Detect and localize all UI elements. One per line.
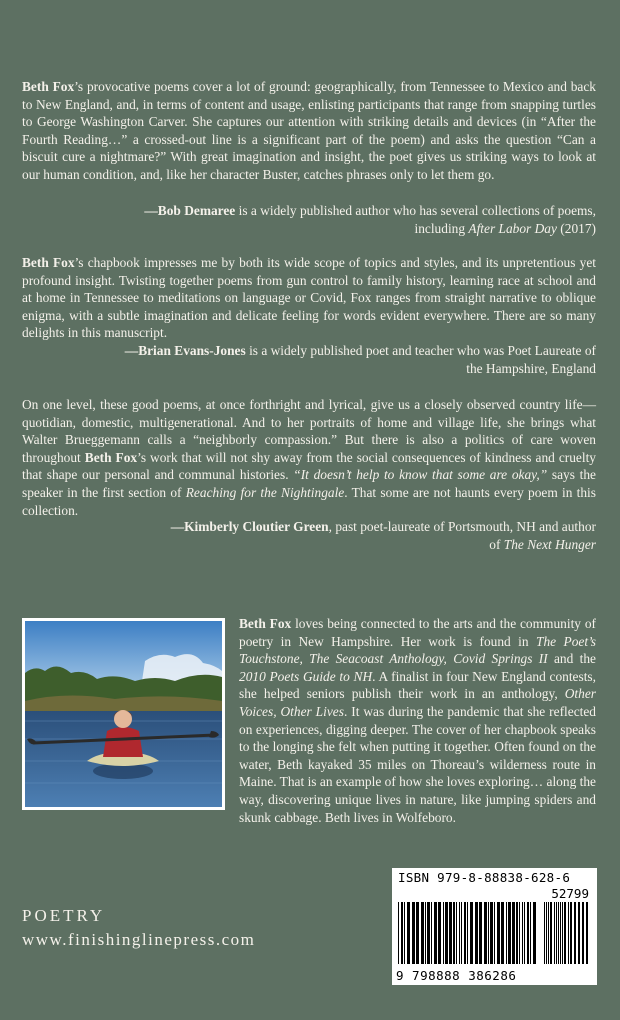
blurb-text: ’s provocative poems cover a lot of ground: geographically, from Tennessee to Mexico and back to New England, and, in terms of content and usage, enlisting participants that range from snapping turtles to George Washington Carver. She captures our attention with striking details and devices (in “After the Fourth Reading…” a crossed-out line is a significant part of the poem) and asks the question “Can a biscuit cure a nightmare?” With great imagination and insight, the poet gives us striking ways to look at our human condition, and, like her character Buster, catches phrases only to let them go.: [22, 79, 597, 182]
barcode-bar: [470, 902, 473, 964]
bio-anthology: Other Voices, Other Lives: [239, 686, 596, 719]
barcode-bars: [398, 902, 592, 964]
addon-bar: [586, 902, 588, 964]
barcode-bar: [527, 902, 529, 964]
attribution-demaree: [116, 202, 596, 237]
barcode-bar: [404, 902, 405, 964]
addon-bar: [556, 902, 557, 964]
barcode-bar: [506, 902, 507, 964]
addon-bar: [568, 902, 569, 964]
blurb-cloutier-green: [22, 396, 596, 519]
genre-label: POETRY: [22, 906, 106, 925]
bio-text: . It was during the pandemic that she reflected on experiences, digging deeper. The cover of her chapbook speaks to the longing she felt when putting it together. Often found on the water, Beth kayaked 35 miles on Thoreau’s wilderness route in Maine. That is an example of how she loves exploring… along the way, discovering unique lives in nature, like jumping spiders and skunk cabbage. Beth lives in Wolfeboro.: [239, 703, 596, 825]
author-name: Beth Fox: [22, 79, 75, 94]
bio-publications: The Poet’s Touchstone, The Seacoast Anthology, Covid Springs II: [239, 633, 596, 667]
addon-bar: [562, 902, 563, 964]
barcode-bar: [449, 902, 452, 964]
publisher-url: www.finishinglinepress.com: [22, 930, 256, 949]
blurb-demaree: [22, 78, 596, 184]
barcode-bar: [519, 902, 520, 964]
barcode-bar: [453, 902, 455, 964]
addon-bar: [544, 902, 545, 964]
barcode-bar: [412, 902, 415, 964]
barcode-bar: [494, 902, 495, 964]
reviewer-name: —Bob Demaree: [144, 203, 236, 218]
barcode-bar: [431, 902, 432, 964]
addon-bar: [546, 902, 547, 964]
barcode-bar: [479, 902, 482, 964]
barcode-bar: [407, 902, 410, 964]
addon-bar: [574, 902, 576, 964]
reviewer-description-tail: (2017): [556, 220, 596, 236]
addon-bar: [578, 902, 580, 964]
reviewer-description: is a widely published poet and teacher who was Poet Laureate of the Hampshire, England: [245, 343, 596, 376]
barcode-bar: [512, 902, 515, 964]
author-photo: [22, 618, 225, 810]
author-name: Beth Fox: [84, 449, 138, 465]
barcode-bar: [459, 902, 460, 964]
blurb-text: . That some are not haunts every poem in this collection.: [22, 484, 596, 518]
quote: “It doesn’t help to know that some are okay,”: [293, 467, 548, 483]
barcode-bar: [516, 902, 518, 964]
addon-bar: [558, 902, 559, 964]
barcode-bar: [475, 902, 478, 964]
barcode-bar: [398, 902, 399, 964]
barcode-bar: [445, 902, 448, 964]
author-bio: [239, 615, 596, 826]
book-title: Reaching for the Nightingale: [185, 484, 345, 500]
bio-publication: 2010 Poets Guide to NH: [239, 668, 373, 684]
kayak-photo-illustration: [25, 621, 222, 807]
isbn-barcode: [392, 868, 597, 985]
addon-bar: [548, 902, 549, 964]
reviewer-description: , past poet-laureate of Portsmouth, NH and author of: [328, 519, 596, 552]
attribution-cloutier-green: [166, 518, 596, 553]
barcode-bar: [530, 902, 531, 964]
isbn-number: ISBN 979-8-88838-628-6: [398, 870, 571, 885]
barcode-bar: [416, 902, 419, 964]
barcode-bar: [401, 902, 403, 964]
barcode-bar: [488, 902, 489, 964]
bio-text: . A finalist in four New England contests, she helped seniors publish their work in an anthology,: [239, 668, 596, 702]
author-name: Beth Fox: [22, 255, 75, 270]
barcode-bar: [425, 902, 426, 964]
barcode-bar: [484, 902, 487, 964]
reviewer-name: —Brian Evans-Jones: [124, 343, 246, 358]
blurb-evans-jones: [22, 254, 596, 342]
author-name: Beth Fox: [239, 616, 292, 631]
barcode-bar: [524, 902, 525, 964]
blurb-text: ’s work that will not shy away from the social consequences of kindness and cruelty that shape our personal and communal histories.: [22, 449, 597, 483]
barcode-bar: [464, 902, 466, 964]
barcode-bar: [443, 902, 444, 964]
barcode-bar: [522, 902, 523, 964]
reviewer-book: The Next Hunger: [503, 536, 596, 552]
barcode-bar: [508, 902, 511, 964]
bio-text: loves being connected to the arts and the community of poetry in New Hampshire. Her work is found in: [239, 616, 596, 649]
reviewer-description: is a widely published author who has several collections of poems, including: [235, 203, 596, 236]
barcode-bar: [438, 902, 441, 964]
barcode-bar: [490, 902, 493, 964]
addon-bar: [564, 902, 566, 964]
price-addon-number: 52799: [551, 886, 589, 901]
ean-number: 9 798888 386286: [396, 968, 517, 983]
blurb-text: ’s chapbook impresses me by both its wide scope of topics and styles, and its unpretentious yet profound insight. Twisting together poems from gun control to family history, learning race at school and at home in Tennessee to meditations on language or Covid, Fox ranges from straight narrative to oblique enigma, with a subtle imagination and delicate feeling for words evident everywhere. There are so many delights in this manuscript.: [22, 255, 596, 341]
attribution-evans-jones: [116, 342, 596, 377]
blurb-text: says the speaker in the first section of: [22, 467, 596, 500]
addon-bar: [554, 902, 555, 964]
reviewer-book: After Labor Day: [468, 220, 557, 236]
barcode-bar: [421, 902, 424, 964]
barcode-bar: [533, 902, 536, 964]
barcode-bar: [461, 902, 462, 964]
addon-bar: [550, 902, 552, 964]
barcode-bar: [427, 902, 430, 964]
barcode-bar: [497, 902, 500, 964]
addon-bar: [570, 902, 572, 964]
addon-bar: [582, 902, 584, 964]
addon-bar: [560, 902, 561, 964]
reviewer-name: —Kimberly Cloutier Green: [170, 519, 329, 534]
barcode-bar: [434, 902, 437, 964]
barcode-bar: [456, 902, 457, 964]
barcode-bar: [467, 902, 468, 964]
bio-text: and the: [547, 651, 596, 667]
blurb-text: On one level, these good poems, at once forthright and lyrical, give us a closely observed country life—quotidian, domestic, multigenerational. And to her portraits of home and village life, she brings what Walter Brueggemann calls a “neighborly compassion.” But there is also a politics of care woven throughout: [22, 397, 596, 465]
barcode-bar: [501, 902, 504, 964]
